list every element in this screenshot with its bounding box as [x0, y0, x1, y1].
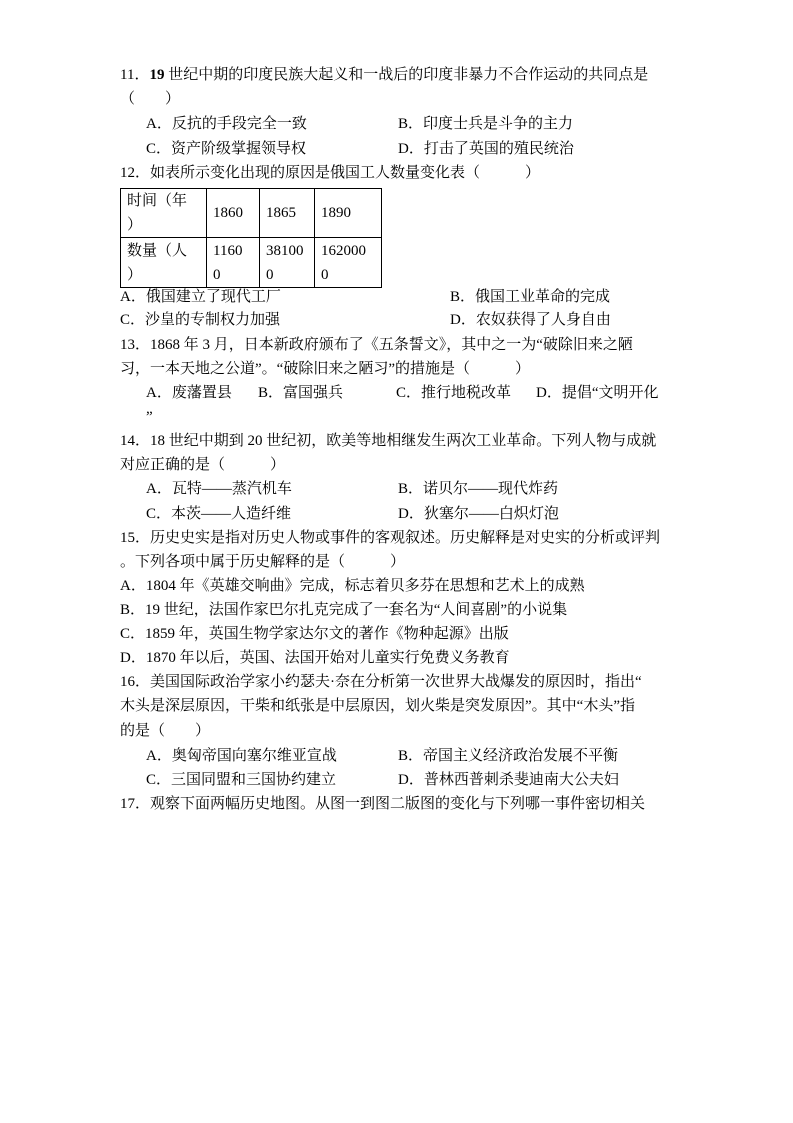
table-cell [315, 189, 382, 238]
q17-number: 17． [120, 796, 151, 812]
q15-stem-line-2: 。下列各项中属于历史解释的是（ ） [120, 554, 406, 570]
table-header-time: 时间（年） [127, 193, 188, 233]
q12-option-d: D．农奴获得了人身自由 [450, 312, 611, 328]
table-cell [207, 238, 260, 288]
q11-number: 11． [120, 67, 150, 83]
q14-option-c: C．本茨——人造纤维 [146, 506, 292, 522]
table-header-time-cell [121, 189, 207, 238]
q13-option-a: A．废藩置县 [146, 385, 232, 401]
q15-stem-line-1 [120, 528, 660, 548]
q16-stem-line-2: 木头是深层原因，干柴和纸张是中层原因，划火柴是突发原因”。其中“木头”指 [120, 698, 635, 714]
table-cell [260, 238, 315, 288]
q14-option-b: B．诺贝尔——现代炸药 [398, 481, 559, 497]
table-count-3: 1620000 [321, 242, 366, 283]
q16-option-a: A．奥匈帝国向塞尔维亚宣战 [146, 748, 337, 764]
q11-stem-text: 世纪中期的印度民族大起义和一战后的印度非暴力不合作运动的共同点是 [164, 67, 649, 83]
q12-option-a: A．俄国建立了现代工厂 [120, 289, 281, 305]
q14-stem-line-1 [120, 431, 656, 451]
q15-stem-text: 历史史实是指对历史人物或事件的客观叙述。历史解释是对史实的分析或评判 [150, 530, 661, 546]
q15-option-d: D．1870 年以后，英国、法国开始对儿童实行免费义务教育 [120, 650, 510, 666]
q16-stem-text: 美国国际政治学家小约瑟夫·奈在分析第一次世界大战爆发的原因时，指出“ [150, 674, 642, 690]
q11-option-a: A．反抗的手段完全一致 [146, 116, 307, 132]
q17-stem-text: 观察下面两幅历史地图。从图一到图二版图的变化与下列哪一事件密切相关 [150, 796, 646, 812]
q13-option-c: C．推行地税改革 [396, 385, 512, 401]
table-count-2: 381000 [266, 242, 304, 283]
q14-stem-text: 18 世纪中期到 20 世纪初，欧美等地相继发生两次工业革命。下列人物与成就 [150, 433, 657, 449]
q15-number: 15． [120, 530, 151, 546]
table-row-time [121, 189, 382, 238]
q16-number: 16． [120, 674, 151, 690]
table-year-1: 1860 [213, 205, 243, 221]
q11-stem-line-2: （ ） [120, 91, 181, 107]
q13-stem-line-2: 习，一本天地之公道”。“破除旧来之陋习”的措施是（ ） [120, 361, 530, 377]
q16-option-b: B．帝国主义经济政治发展不平衡 [398, 748, 619, 764]
q14-option-a: A．瓦特——蒸汽机车 [146, 481, 292, 497]
q12-option-b: B．俄国工业革命的完成 [450, 289, 611, 305]
q12-stem [120, 163, 540, 183]
table-year-2: 1865 [266, 205, 296, 221]
q11-stem-line-1 [120, 65, 648, 85]
q15-option-a: A．1804 年《英雄交响曲》完成，标志着贝多芬在思想和艺术上的成熟 [120, 578, 585, 594]
q16-option-c: C．三国同盟和三国协约建立 [146, 772, 337, 788]
q16-stem-line-3: 的是（ ） [120, 723, 211, 739]
q16-stem-line-1 [120, 672, 642, 692]
q17-stem [120, 794, 645, 814]
table-count-1: 11600 [213, 242, 243, 283]
q14-option-d: D．狄塞尔——白炽灯泡 [398, 506, 559, 522]
q16-option-d: D．普林西普刺杀斐迪南大公夫妇 [398, 772, 619, 788]
q11-stem-bold: 19 [149, 67, 165, 83]
q11-option-c: C．资产阶级掌握领导权 [146, 141, 307, 157]
q12-option-c: C．沙皇的专制权力加强 [120, 312, 281, 328]
q13-option-d: D．提倡“文明开化 [536, 385, 659, 401]
q13-option-b: B．富国强兵 [258, 385, 344, 401]
q12-stem-text: 如表所示变化出现的原因是俄国工人数量变化表（ ） [150, 165, 541, 181]
q13-number: 13． [120, 337, 151, 353]
q14-stem-line-2: 对应正确的是（ ） [120, 457, 286, 473]
table-header-count: 数量（人） [127, 242, 188, 283]
table-year-3: 1890 [321, 205, 351, 221]
q15-option-c: C．1859 年，英国生物学家达尔文的著作《物种起源》出版 [120, 626, 509, 642]
q15-option-b: B．19 世纪，法国作家巴尔扎克完成了一套名为“人间喜剧”的小说集 [120, 602, 568, 618]
table-cell [260, 189, 315, 238]
q13-option-d-wrap: ” [146, 409, 153, 425]
worker-count-table [120, 188, 382, 288]
table-row-count [121, 238, 382, 288]
q11-option-d: D．打击了英国的殖民统治 [398, 141, 574, 157]
table-cell [207, 189, 260, 238]
q13-stem-text: 1868 年 3 月，日本新政府颁布了《五条誓文》，其中之一为“破除旧来之陋 [150, 337, 633, 353]
table-cell [315, 238, 382, 288]
q12-number: 12． [120, 165, 151, 181]
q11-option-b: B．印度士兵是斗争的主力 [398, 116, 574, 132]
table-header-count-cell [121, 238, 207, 288]
q14-number: 14． [120, 433, 151, 449]
q13-stem-line-1 [120, 335, 633, 355]
